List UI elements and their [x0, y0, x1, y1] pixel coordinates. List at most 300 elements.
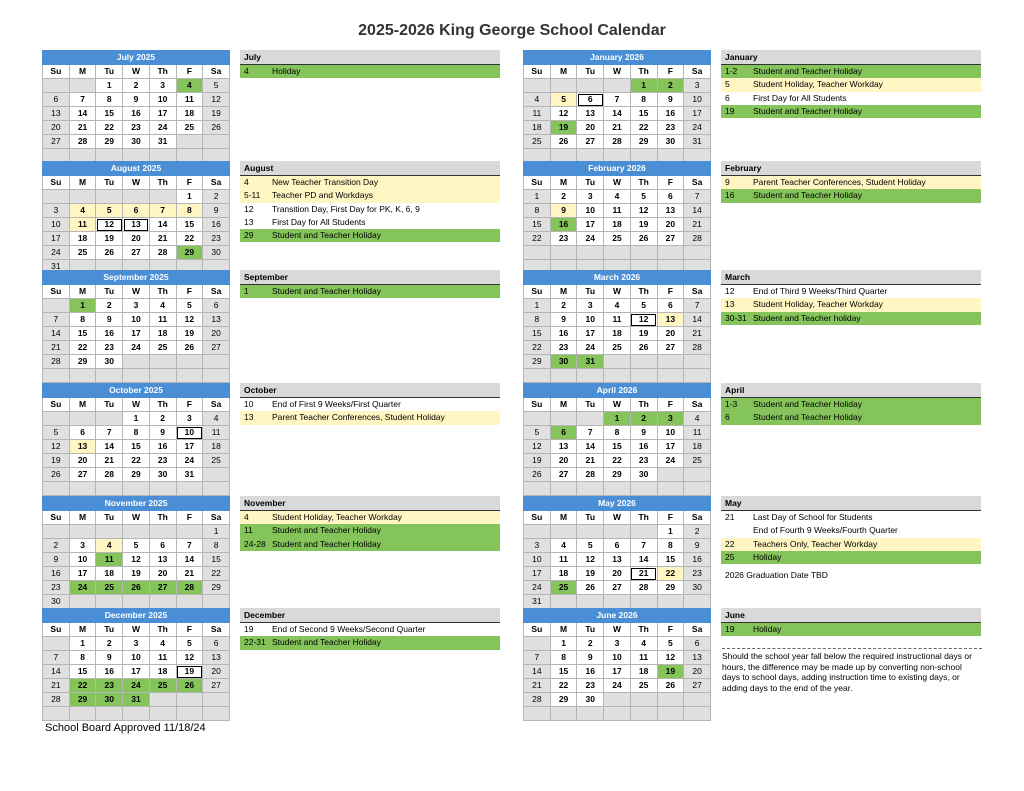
event-row — [721, 538, 981, 551]
event-date: 1-2 — [725, 66, 738, 76]
day-cell: 13 — [550, 440, 577, 454]
day-cell: 24 — [176, 454, 203, 468]
day-cell: 8 — [657, 539, 684, 553]
day-cell: 25 — [149, 679, 176, 693]
empty-cell — [43, 637, 70, 651]
day-cell: 30 — [657, 135, 684, 149]
day-cell: 12 — [630, 204, 657, 218]
day-cell: 19 — [630, 327, 657, 341]
weekday-label: Su — [43, 285, 70, 299]
day-cell: 4 — [630, 637, 657, 651]
day-cell: 1 — [524, 190, 551, 204]
day-cell: 30 — [550, 355, 577, 369]
day-cell: 10 — [43, 218, 70, 232]
day-cell: 30 — [123, 135, 150, 149]
day-cell: 14 — [684, 204, 711, 218]
day-cell: 17 — [43, 232, 70, 246]
event-text: Parent Teacher Conferences, Student Holiday — [272, 412, 445, 423]
day-cell: 7 — [684, 299, 711, 313]
day-cell: 21 — [684, 218, 711, 232]
day-cell: 7 — [43, 651, 70, 665]
event-date: 5 — [725, 79, 730, 90]
day-cell: 15 — [604, 440, 631, 454]
event-date: 10 — [244, 399, 254, 409]
empty-cell — [577, 482, 604, 496]
day-cell: 30 — [203, 246, 230, 260]
day-cell: 29 — [69, 355, 96, 369]
day-cell: 3 — [684, 79, 711, 93]
day-cell: 17 — [577, 327, 604, 341]
event-row — [721, 105, 981, 118]
weekday-label: W — [604, 398, 631, 412]
event-date: 30-31 — [725, 312, 747, 323]
day-cell: 31 — [43, 260, 70, 274]
event-text: Student and Teacher Holiday — [272, 637, 382, 648]
weekday-label: F — [176, 65, 203, 79]
weekday-label: Tu — [577, 176, 604, 190]
day-cell: 15 — [123, 440, 150, 454]
events-month-title: July — [240, 50, 500, 65]
day-cell: 27 — [123, 246, 150, 260]
day-cell: 8 — [69, 313, 96, 327]
day-cell: 5 — [203, 79, 230, 93]
day-cell: 7 — [149, 204, 176, 218]
event-row — [721, 569, 981, 582]
event-text: Holiday — [753, 624, 782, 634]
day-cell: 7 — [684, 190, 711, 204]
day-cell: 19 — [123, 567, 150, 581]
day-cell: 30 — [149, 468, 176, 482]
empty-cell — [684, 482, 711, 496]
events-month-title: October — [240, 383, 500, 398]
empty-cell — [604, 355, 631, 369]
weekday-label: Th — [149, 623, 176, 637]
empty-cell — [123, 369, 150, 383]
day-cell: 10 — [69, 553, 96, 567]
day-cell: 28 — [149, 246, 176, 260]
day-cell: 8 — [203, 539, 230, 553]
empty-cell — [684, 246, 711, 260]
event-date: 5-11 — [244, 190, 261, 201]
empty-cell — [577, 246, 604, 260]
day-cell: 22 — [524, 232, 551, 246]
day-cell: 10 — [123, 313, 150, 327]
weekday-label: Th — [630, 398, 657, 412]
weekday-label: Th — [149, 398, 176, 412]
day-cell: 21 — [577, 454, 604, 468]
event-row — [721, 524, 981, 537]
events-month-title: November — [240, 496, 500, 511]
day-cell: 15 — [203, 553, 230, 567]
day-cell: 4 — [550, 539, 577, 553]
weekday-label: M — [69, 285, 96, 299]
day-cell: 29 — [69, 693, 96, 707]
day-cell: 15 — [657, 553, 684, 567]
month-header: April 2026 — [524, 384, 711, 398]
day-cell: 6 — [657, 299, 684, 313]
month-header: December 2025 — [43, 609, 230, 623]
day-cell: 15 — [630, 107, 657, 121]
weekday-label: M — [550, 176, 577, 190]
empty-cell — [684, 369, 711, 383]
event-date: 19 — [725, 105, 735, 116]
weekday-label: W — [123, 285, 150, 299]
day-cell: 2 — [149, 412, 176, 426]
day-cell: 22 — [550, 679, 577, 693]
empty-cell — [684, 595, 711, 609]
event-date: 25 — [725, 551, 735, 562]
day-cell: 3 — [43, 204, 70, 218]
day-cell: 29 — [550, 693, 577, 707]
event-text: Parent Teacher Conferences, Student Holiday — [753, 177, 926, 187]
empty-cell — [69, 79, 96, 93]
day-cell: 20 — [604, 567, 631, 581]
day-cell: 22 — [69, 679, 96, 693]
empty-cell — [524, 246, 551, 260]
day-cell: 24 — [657, 454, 684, 468]
day-cell: 30 — [684, 581, 711, 595]
day-cell: 19 — [96, 232, 123, 246]
day-cell: 31 — [176, 468, 203, 482]
weekday-label: F — [176, 285, 203, 299]
day-cell: 26 — [43, 468, 70, 482]
empty-cell — [630, 246, 657, 260]
day-cell: 24 — [604, 679, 631, 693]
empty-cell — [657, 246, 684, 260]
event-row — [240, 524, 500, 537]
event-text: End of Third 9 Weeks/Third Quarter — [753, 286, 888, 296]
empty-cell — [684, 707, 711, 721]
day-cell: 16 — [203, 218, 230, 232]
event-text: Student and Teacher Holiday — [753, 190, 863, 201]
day-cell: 12 — [577, 553, 604, 567]
day-cell: 8 — [524, 313, 551, 327]
day-cell: 5 — [43, 426, 70, 440]
day-cell: 25 — [604, 341, 631, 355]
empty-cell — [203, 468, 230, 482]
event-date: 21 — [725, 512, 735, 522]
day-cell: 14 — [577, 440, 604, 454]
day-cell: 11 — [96, 553, 123, 567]
day-cell: 20 — [657, 218, 684, 232]
day-cell: 7 — [630, 539, 657, 553]
weekday-label: Su — [43, 398, 70, 412]
empty-cell — [577, 412, 604, 426]
empty-cell — [123, 595, 150, 609]
event-text: Student and Teacher holiday — [753, 312, 861, 323]
month-header: November 2025 — [43, 497, 230, 511]
day-cell: 23 — [684, 567, 711, 581]
day-cell: 28 — [69, 135, 96, 149]
day-cell: 10 — [577, 204, 604, 218]
events-panel-june-2026 — [721, 608, 981, 636]
empty-cell — [123, 525, 150, 539]
day-cell: 11 — [604, 204, 631, 218]
day-cell: 8 — [550, 651, 577, 665]
day-cell: 9 — [123, 93, 150, 107]
month-header: February 2026 — [524, 162, 711, 176]
empty-cell — [657, 369, 684, 383]
day-cell: 31 — [524, 595, 551, 609]
empty-cell — [604, 79, 631, 93]
empty-cell — [123, 482, 150, 496]
day-cell: 22 — [176, 232, 203, 246]
day-cell: 21 — [69, 121, 96, 135]
weekday-label: Tu — [577, 511, 604, 525]
empty-cell — [524, 707, 551, 721]
weekday-label: Su — [524, 285, 551, 299]
day-cell: 25 — [684, 454, 711, 468]
day-cell: 2 — [577, 637, 604, 651]
event-text: End of Fourth 9 Weeks/Fourth Quarter — [753, 525, 898, 536]
empty-cell — [630, 693, 657, 707]
event-row — [721, 312, 981, 325]
weekday-label: Th — [630, 65, 657, 79]
empty-cell — [604, 369, 631, 383]
event-text: Student Holiday, Teacher Workday — [753, 299, 883, 310]
empty-cell — [69, 707, 96, 721]
day-cell: 9 — [684, 539, 711, 553]
empty-cell — [96, 525, 123, 539]
day-cell: 2 — [43, 539, 70, 553]
day-cell: 28 — [43, 355, 70, 369]
empty-cell — [604, 525, 631, 539]
event-text: Student Holiday, Teacher Workday — [272, 512, 402, 522]
day-cell: 15 — [69, 327, 96, 341]
weekday-label: Sa — [684, 65, 711, 79]
day-cell: 1 — [123, 412, 150, 426]
event-text: New Teacher Transition Day — [272, 177, 379, 187]
weekday-label: Su — [524, 398, 551, 412]
day-cell: 16 — [657, 107, 684, 121]
day-cell: 17 — [524, 567, 551, 581]
day-cell: 26 — [657, 679, 684, 693]
event-text: Teacher PD and Workdays — [272, 190, 373, 201]
day-cell: 23 — [550, 232, 577, 246]
weekday-label: F — [657, 511, 684, 525]
day-cell: 11 — [630, 651, 657, 665]
day-cell: 7 — [604, 93, 631, 107]
day-cell: 9 — [96, 313, 123, 327]
day-cell: 18 — [149, 665, 176, 679]
weekday-label: Sa — [684, 511, 711, 525]
day-cell: 6 — [684, 637, 711, 651]
day-cell: 12 — [203, 93, 230, 107]
day-cell: 9 — [550, 204, 577, 218]
empty-cell — [149, 595, 176, 609]
day-cell: 30 — [96, 355, 123, 369]
makeup-days-note: Should the school year fall below the required instructional days or hours, the difference may be made up by converting non-school days to school days, adding instruction time to existing days, or adding days to the end of the year. — [722, 648, 982, 693]
day-cell: 11 — [149, 651, 176, 665]
empty-cell — [149, 190, 176, 204]
day-cell: 2 — [684, 525, 711, 539]
day-cell: 18 — [550, 567, 577, 581]
weekday-label: Th — [149, 511, 176, 525]
weekday-label: F — [176, 176, 203, 190]
empty-cell — [69, 525, 96, 539]
day-cell: 6 — [550, 426, 577, 440]
events-month-title: August — [240, 161, 500, 176]
day-cell: 12 — [630, 313, 657, 327]
month-header: June 2026 — [524, 609, 711, 623]
approval-footnote: School Board Approved 11/18/24 — [45, 722, 206, 734]
day-cell: 3 — [657, 412, 684, 426]
weekday-label: Tu — [577, 623, 604, 637]
day-cell: 10 — [149, 93, 176, 107]
weekday-label: W — [604, 285, 631, 299]
empty-cell — [123, 190, 150, 204]
day-cell: 30 — [577, 693, 604, 707]
empty-cell — [604, 693, 631, 707]
day-cell: 15 — [550, 665, 577, 679]
day-cell: 5 — [550, 93, 577, 107]
day-cell: 26 — [577, 581, 604, 595]
empty-cell — [149, 693, 176, 707]
day-cell: 13 — [69, 440, 96, 454]
day-cell: 4 — [604, 190, 631, 204]
day-cell: 5 — [96, 204, 123, 218]
day-cell: 18 — [149, 327, 176, 341]
empty-cell — [524, 369, 551, 383]
day-cell: 11 — [203, 426, 230, 440]
day-cell: 23 — [203, 232, 230, 246]
day-cell: 9 — [630, 426, 657, 440]
empty-cell — [577, 595, 604, 609]
event-text: End of Second 9 Weeks/Second Quarter — [272, 624, 426, 634]
empty-cell — [630, 355, 657, 369]
event-row — [240, 538, 500, 551]
day-cell: 6 — [657, 190, 684, 204]
day-cell: 23 — [96, 679, 123, 693]
day-cell: 25 — [149, 341, 176, 355]
event-row — [240, 411, 500, 424]
day-cell: 22 — [96, 121, 123, 135]
day-cell: 20 — [203, 665, 230, 679]
empty-cell — [577, 369, 604, 383]
day-cell: 26 — [96, 246, 123, 260]
month-calendar-june-2026 — [523, 608, 711, 721]
events-month-title: April — [721, 383, 981, 398]
day-cell: 21 — [630, 567, 657, 581]
day-cell: 19 — [524, 454, 551, 468]
day-cell: 18 — [684, 440, 711, 454]
weekday-label: Sa — [203, 623, 230, 637]
day-cell: 26 — [630, 232, 657, 246]
day-cell: 20 — [123, 232, 150, 246]
empty-cell — [203, 693, 230, 707]
empty-cell — [176, 525, 203, 539]
empty-cell — [69, 369, 96, 383]
day-cell: 26 — [550, 135, 577, 149]
empty-cell — [43, 79, 70, 93]
empty-cell — [604, 246, 631, 260]
month-calendar-february-2026 — [523, 161, 711, 274]
empty-cell — [123, 707, 150, 721]
events-panel-july-2025 — [240, 50, 500, 78]
event-date: 1-3 — [725, 399, 738, 409]
day-cell: 30 — [96, 693, 123, 707]
day-cell: 11 — [604, 313, 631, 327]
empty-cell — [577, 707, 604, 721]
events-panel-april-2026 — [721, 383, 981, 425]
day-cell: 16 — [43, 567, 70, 581]
event-text: Transition Day, First Day for PK, K, 6, 9 — [272, 203, 420, 214]
event-date: 24-28 — [244, 538, 266, 549]
day-cell: 29 — [604, 468, 631, 482]
weekday-label: Su — [43, 65, 70, 79]
events-panel-december-2025 — [240, 608, 500, 650]
weekday-label: M — [550, 511, 577, 525]
day-cell: 24 — [577, 341, 604, 355]
empty-cell — [149, 355, 176, 369]
day-cell: 18 — [96, 567, 123, 581]
day-cell: 10 — [524, 553, 551, 567]
event-row — [721, 176, 981, 189]
event-row — [721, 511, 981, 524]
day-cell: 28 — [43, 693, 70, 707]
empty-cell — [524, 482, 551, 496]
day-cell: 11 — [524, 107, 551, 121]
day-cell: 10 — [657, 426, 684, 440]
day-cell: 14 — [604, 107, 631, 121]
day-cell: 24 — [69, 581, 96, 595]
empty-cell — [123, 355, 150, 369]
day-cell: 12 — [176, 651, 203, 665]
event-text: 2026 Graduation Date TBD — [725, 570, 828, 581]
day-cell: 22 — [203, 567, 230, 581]
event-text: First Day for All Students — [272, 216, 366, 227]
empty-cell — [96, 369, 123, 383]
events-month-title: March — [721, 270, 981, 285]
weekday-label: Th — [630, 176, 657, 190]
day-cell: 3 — [604, 637, 631, 651]
event-row — [240, 203, 500, 216]
day-cell: 4 — [149, 299, 176, 313]
empty-cell — [524, 637, 551, 651]
day-cell: 17 — [684, 107, 711, 121]
weekday-label: F — [176, 623, 203, 637]
event-date: 12 — [244, 203, 254, 214]
day-cell: 23 — [123, 121, 150, 135]
weekday-label: Th — [149, 176, 176, 190]
day-cell: 1 — [176, 190, 203, 204]
event-row — [721, 92, 981, 105]
empty-cell — [43, 190, 70, 204]
day-cell: 3 — [176, 412, 203, 426]
event-date: 22 — [725, 538, 735, 549]
empty-cell — [69, 412, 96, 426]
weekday-label: M — [550, 398, 577, 412]
day-cell: 4 — [684, 412, 711, 426]
day-cell: 1 — [69, 299, 96, 313]
event-date: 6 — [725, 412, 730, 423]
day-cell: 31 — [684, 135, 711, 149]
day-cell: 16 — [630, 440, 657, 454]
empty-cell — [550, 525, 577, 539]
event-text: Student and Teacher Holiday — [753, 399, 863, 409]
day-cell: 5 — [176, 637, 203, 651]
day-cell: 7 — [524, 651, 551, 665]
empty-cell — [176, 369, 203, 383]
day-cell: 26 — [123, 581, 150, 595]
weekday-label: W — [123, 511, 150, 525]
day-cell: 6 — [69, 426, 96, 440]
day-cell: 2 — [550, 190, 577, 204]
weekday-label: Sa — [684, 623, 711, 637]
day-cell: 30 — [630, 468, 657, 482]
day-cell: 19 — [43, 454, 70, 468]
day-cell: 13 — [684, 651, 711, 665]
